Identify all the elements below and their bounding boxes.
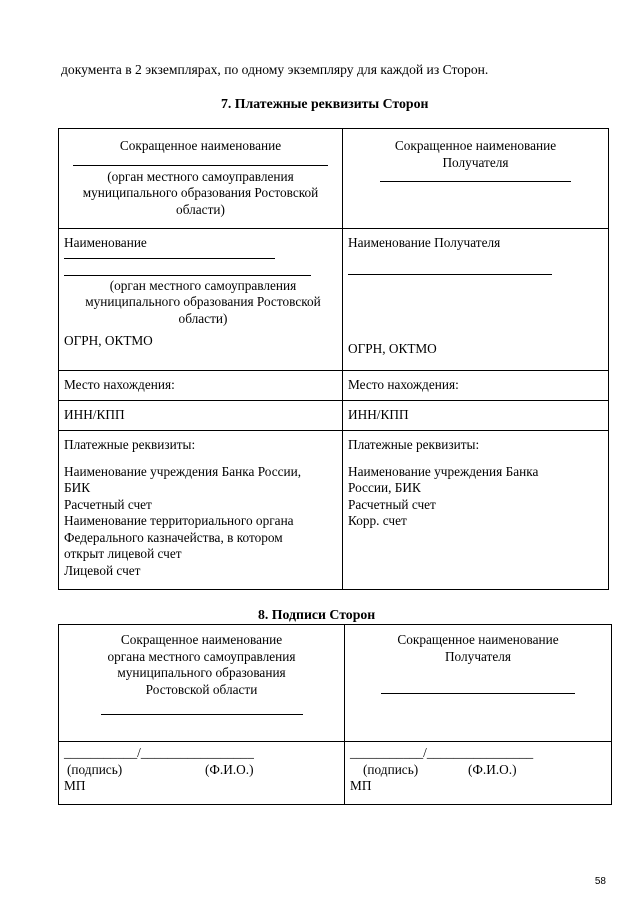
left-signature-line: ___________/_________________ <box>64 745 254 760</box>
payment-details-table <box>58 128 609 590</box>
right-payment-line: Корр. счет <box>348 513 407 528</box>
left-signature-cell <box>59 742 345 805</box>
page-number: 58 <box>594 876 606 887</box>
right-name-cell <box>343 229 609 371</box>
right-name-label: Наименование Получателя <box>348 235 501 250</box>
right-ogrn: ОГРН, ОКТМО <box>348 340 437 356</box>
right-sig-label-sign: (подпись) <box>363 761 419 777</box>
left-organ-note-3: области) <box>176 201 225 217</box>
left-location-cell <box>59 371 343 401</box>
left-signature-name-cell <box>59 625 345 742</box>
right-short-name-cell <box>343 129 609 229</box>
right-sig-name-line: Получателя <box>444 648 512 664</box>
left-sig-name-line: Ростовской области <box>145 681 258 697</box>
right-inn: ИНН/КПП <box>348 407 409 422</box>
left-payment-cell <box>59 431 343 590</box>
left-mp: МП <box>64 777 86 793</box>
left-payment-line: Федерального казначейства, в котором <box>64 529 283 545</box>
left-payment-line: Лицевой счет <box>64 562 141 578</box>
left-sig-name-line: муниципального образования <box>117 665 286 680</box>
intro-line: документа в 2 экземплярах, по одному экземпляру для каждой из Сторон. <box>61 62 489 77</box>
left-ogrn: ОГРН, ОКТМО <box>64 333 153 348</box>
left-short-name-label: Сокращенное наименование <box>119 138 282 153</box>
signatures-table <box>58 624 612 805</box>
left-inn: ИНН/КПП <box>64 407 125 422</box>
left-name-line-2 <box>64 275 311 276</box>
left-name-label: Наименование <box>64 235 147 250</box>
left-sig-label-fio: (Ф.И.О.) <box>205 761 254 777</box>
right-sig-label-fio: (Ф.И.О.) <box>468 761 517 777</box>
right-short-name-label-1: Сокращенное наименование <box>394 138 557 153</box>
right-payment-line: России, БИК <box>348 480 421 495</box>
left-name-organ-note-1: (орган местного самоуправления <box>109 277 297 293</box>
left-inn-cell <box>59 401 343 431</box>
right-location-cell <box>343 371 609 401</box>
left-payment-line: БИК <box>64 480 91 495</box>
left-name-cell <box>59 229 343 371</box>
left-sig-name-underline <box>101 714 303 715</box>
left-sig-label-sign: (подпись) <box>67 761 123 777</box>
right-mp: МП <box>350 777 372 793</box>
left-payment-line: открыт лицевой счет <box>64 546 182 561</box>
right-sig-name-underline <box>381 693 575 694</box>
left-location: Место нахождения: <box>64 377 175 392</box>
right-sig-name-line: Сокращенное наименование <box>397 632 559 647</box>
right-short-name-label-2: Получателя <box>442 154 509 170</box>
right-short-name-line <box>380 181 571 182</box>
right-location: Место нахождения: <box>348 377 459 392</box>
section-7-title: 7. Платежные реквизиты Сторон <box>221 96 429 111</box>
right-signature-name-cell <box>345 625 612 742</box>
left-sig-name-line: Сокращенное наименование <box>120 632 283 647</box>
right-signature-line: ___________/________________ <box>350 745 534 760</box>
right-payment-line: Расчетный счет <box>348 496 436 512</box>
left-organ-note-2: муниципального образования Ростовской <box>82 185 319 200</box>
left-name-organ-note-3: области) <box>178 310 228 326</box>
left-organ-note-1: (орган местного самоуправления <box>107 168 294 184</box>
left-sig-name-line: органа местного самоуправления <box>107 648 296 664</box>
left-short-name-cell <box>59 129 343 229</box>
right-payment-label: Платежные реквизиты: <box>348 437 480 452</box>
left-payment-line: Наименование учреждения Банка России, <box>64 463 302 479</box>
left-payment-label: Платежные реквизиты: <box>64 437 196 452</box>
left-payment-line: Наименование территориального органа <box>64 513 294 528</box>
right-signature-cell <box>345 742 612 805</box>
right-payment-cell <box>343 431 609 590</box>
right-inn-cell <box>343 401 609 431</box>
left-name-organ-note-2: муниципального образования Ростовской <box>85 294 321 309</box>
section-8-title: 8. Подписи Сторон <box>258 607 376 622</box>
left-payment-line: Расчетный счет <box>64 496 152 512</box>
right-payment-line: Наименование учреждения Банка <box>348 463 539 479</box>
left-name-line-1 <box>64 258 275 259</box>
